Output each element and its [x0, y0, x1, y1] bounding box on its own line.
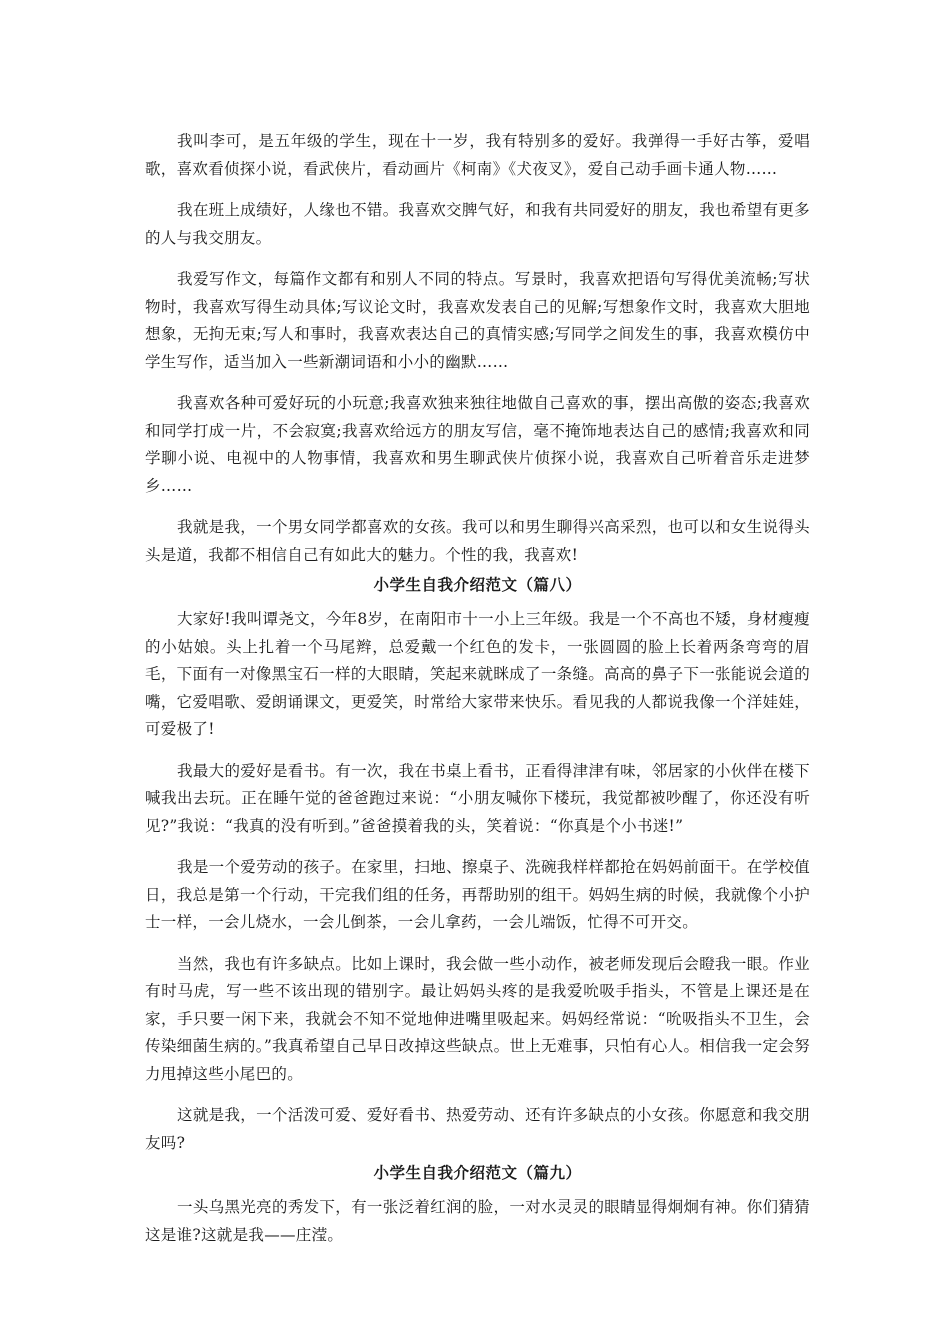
paragraph: 我是一个爱劳动的孩子。在家里，扫地、擦桌子、洗碗我样样都抢在妈妈前面干。在学校值日，我总是第一个行动，干完我们组的任务，再帮助别的组干。妈妈生病的时候，我就像个小护士一样，一会儿烧水，一会儿倒茶，一会儿拿药，一会儿端饭，忙得不可开交。 — [145, 858, 810, 931]
section-8-title: 小学生自我介绍范文（篇八） — [373, 575, 582, 594]
paragraph: 我就是我，一个男女同学都喜欢的女孩。我可以和男生聊得兴高采烈，也可以和女生说得头头是道，我都不相信自己有如此大的魅力。个性的我，我喜欢! — [145, 518, 810, 564]
paragraph: 我爱写作文，每篇作文都有和别人不同的特点。写景时，我喜欢把语句写得优美流畅;写状物时，我喜欢写得生动具体;写议论文时，我喜欢发表自己的见解;写想象作文时，我喜欢大胆地想象，无拘无束;写人和事时，我喜欢表达自己的真情实感;写同学之间发生的事，我喜欢模仿中学生写作，适当加入一些新潮词语和小小的幽默…… — [145, 270, 810, 371]
paragraph: 我最大的爱好是看书。有一次，我在书桌上看书，正看得津津有味，邻居家的小伙伴在楼下喊我出去玩。正在睡午觉的爸爸跑过来说：“小朋友喊你下楼玩，我觉都被吵醒了，你还没有听见?”我说：“我真的没有听到。”爸爸摸着我的头，笑着说：“你真是个小书迷!” — [145, 761, 810, 835]
paragraph: 我在班上成绩好，人缘也不错。我喜欢交脾气好，和我有共同爱好的朋友，我也希望有更多的人与我交朋友。 — [145, 201, 810, 247]
paragraph: 大家好!我叫谭尧文，今年8岁，在南阳市十一小上三年级。我是一个不高也不矮，身材瘦瘦的小姑娘。头上扎着一个马尾辫，总爱戴一个红色的发卡，一张圆圆的脸上长着两条弯弯的眉毛，下面有一对像黑宝石一样的大眼睛，笑起来就眯成了一条缝。高高的鼻子下一张能说会道的嘴，它爱唱歌、爱朗诵课文，更爱笑，时常给大家带来快乐。看见我的人都说我像一个洋娃娃，可爱极了! — [145, 610, 810, 738]
section-9-title: 小学生自我介绍范文（篇九） — [373, 1163, 582, 1182]
paragraph: 一头乌黑光亮的秀发下，有一张泛着红润的脸，一对水灵灵的眼睛显得炯炯有神。你们猜猜这是谁?这就是我——庄滢。 — [145, 1198, 810, 1244]
paragraph: 当然，我也有许多缺点。比如上课时，我会做一些小动作，被老师发现后会瞪我一眼。作业有时马虎，写一些不该出现的错别字。最让妈妈头疼的是我爱吮吸手指头，不管是上课还是在家，手只要一闲下来，我就会不知不觉地伸进嘴里吸起来。妈妈经常说：“吮吸指头不卫生，会传染细菌生病的。”我真希望自己早日改掉这些缺点。世上无难事，只怕有心人。相信我一定会努力甩掉这些小尾巴的。 — [145, 954, 810, 1083]
paragraph: 我叫李可，是五年级的学生，现在十一岁，我有特别多的爱好。我弹得一手好古筝，爱唱歌，喜欢看侦探小说，看武侠片，看动画片《柯南》《犬夜叉》，爱自己动手画卡通人物…… — [145, 132, 810, 178]
paragraph: 这就是我，一个活泼可爱、爱好看书、热爱劳动、还有许多缺点的小女孩。你愿意和我交朋友吗? — [145, 1106, 810, 1152]
document-page — [145, 128, 810, 1263]
paragraph: 我喜欢各种可爱好玩的小玩意;我喜欢独来独往地做自己喜欢的事，摆出高傲的姿态;我喜欢和同学打成一片，不会寂寞;我喜欢给远方的朋友写信，毫不掩饰地表达自己的感情;我喜欢和同学聊小说、电视中的人物事情，我喜欢和男生聊武侠片侦探小说，我喜欢自己听着音乐走进梦乡…… — [145, 394, 810, 495]
